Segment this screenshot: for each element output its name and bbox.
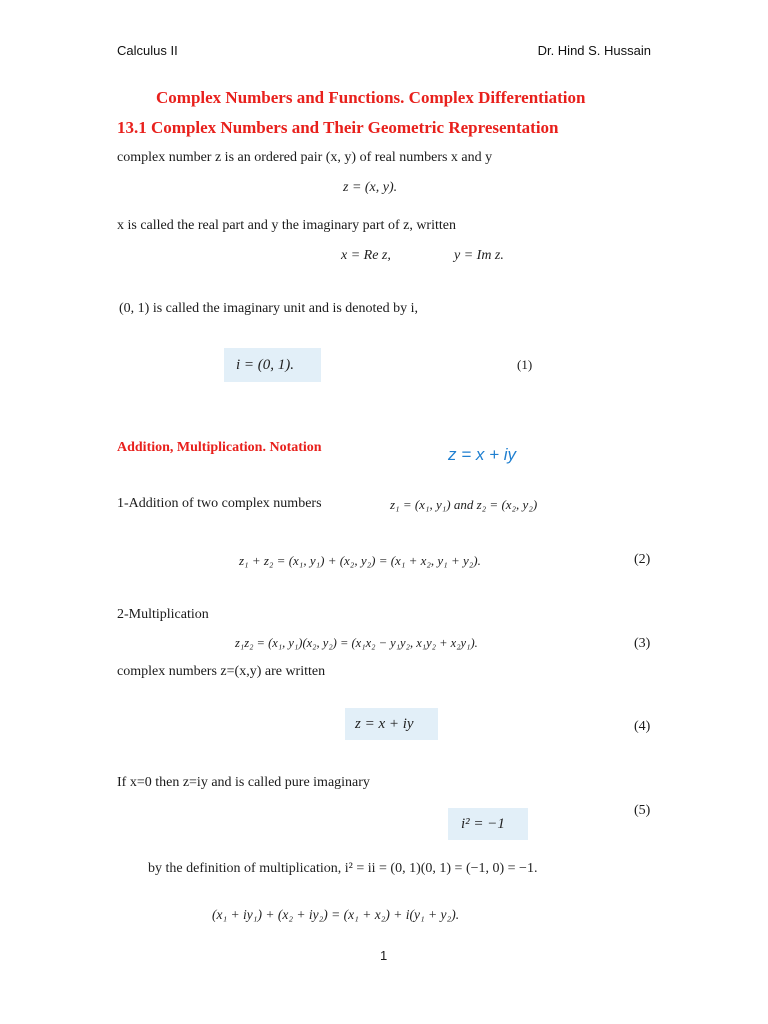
- header-right: Dr. Hind S. Hussain: [537, 43, 651, 58]
- paragraph-ordered-pair: complex number z is an ordered pair (x, y) of real numbers x and y: [117, 150, 493, 165]
- equation-3-number: (3): [634, 636, 651, 651]
- equation-blue-notation: z = x + iy: [448, 445, 517, 464]
- paragraph-real-imag: x is called the real part and y the imaginary part of z, written: [117, 218, 456, 233]
- paragraph-multiplication: 2-Multiplication: [117, 607, 209, 622]
- page-title: Complex Numbers and Functions. Complex Differentiation: [156, 88, 586, 107]
- equation-im: y = Im z.: [454, 248, 504, 263]
- equation-4: z = x + iy: [355, 716, 414, 732]
- section-heading: 13.1 Complex Numbers and Their Geometric Representation: [117, 118, 559, 137]
- paragraph-pure-imaginary: If x=0 then z=iy and is called pure imaginary: [117, 775, 370, 790]
- subheading-addition: Addition, Multiplication. Notation: [117, 440, 322, 455]
- paragraph-imaginary-unit: (0, 1) is called the imaginary unit and is denoted by i,: [119, 301, 418, 316]
- equation-3: z₁z₂ = (x₁, y₁)(x₂, y₂) = (x₁x₂ − y₁y₂, x₁y₂ + x₂y₁).: [235, 636, 478, 650]
- page-number: 1: [380, 948, 388, 963]
- equation-sum: (x₁ + iy₁) + (x₂ + iy₂) = (x₁ + x₂) + i(y₁ + y₂).: [212, 907, 460, 922]
- equation-2-number: (2): [634, 552, 651, 567]
- equation-5-number: (5): [634, 803, 651, 818]
- equation-2: z₁ + z₂ = (x₁, y₁) + (x₂, y₂) = (x₁ + x₂, y₁ + y₂).: [239, 553, 481, 568]
- equation-pair-definition: z₁ = (x₁, y₁) and z₂ = (x₂, y₂): [390, 497, 538, 512]
- paragraph-addition: 1-Addition of two complex numbers: [117, 496, 322, 511]
- equation-definition: by the definition of multiplication, i² = ii = (0, 1)(0, 1) = (−1, 0) = −1.: [148, 861, 538, 876]
- equation-z-pair: z = (x, y).: [343, 180, 398, 195]
- equation-5: i² = −1: [461, 816, 505, 832]
- equation-re: x = Re z,: [341, 248, 391, 263]
- equation-1: i = (0, 1).: [236, 357, 295, 373]
- header-left: Calculus II: [117, 43, 178, 58]
- equation-1-number: (1): [517, 357, 533, 372]
- equation-4-number: (4): [634, 719, 651, 734]
- paragraph-written-form: complex numbers z=(x,y) are written: [117, 664, 326, 679]
